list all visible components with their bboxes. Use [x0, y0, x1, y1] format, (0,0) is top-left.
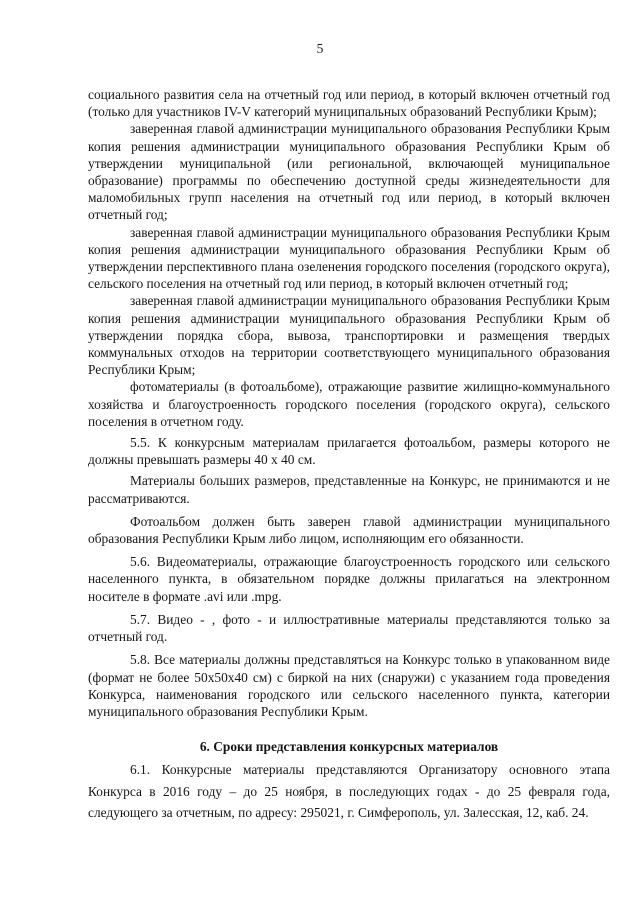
paragraph-large-materials: Материалы больших размеров, представленные на Конкурс, не принимаются и не рассматриваются. — [88, 473, 610, 506]
paragraph-accessible-environment: заверенная главой администрации муниципального образования Республики Крым копия решения администрации муниципального образования Республики Крым об утверждении муниципальной (или региональной, включающей муниципальное образование) программы по обеспечению доступной среды жизнедеятельности для маломобильных групп населения на отчетный год или период, в который включен отчетный год; — [88, 121, 610, 223]
paragraph-continuation: социального развития села на отчетный год или период, в который включен отчетный год (только для участников IV-V категорий муниципальных образований Республики Крым); — [88, 87, 610, 120]
paragraph-6-1: 6.1. Конкурсные материалы представляются Организатору основного этапа Конкурса в 2016 году – до 25 ноября, в последующих годах - до 25 февраля года, следующего за отчетным, по адресу: 295021, г. Симферополь, ул. Залесская, 12, каб. 24. — [88, 762, 610, 821]
page-number: 5 — [316, 41, 324, 56]
paragraph-5-5: 5.5. К конкурсным материалам прилагается фотоальбом, размеры которого не должны превышать размеры 40 х 40 см. — [88, 435, 610, 468]
section-heading: 6. Сроки представления конкурсных материалов — [199, 739, 499, 755]
paragraph-5-7: 5.7. Видео - , фото - и иллюстративные материалы представляются только за отчетный год. — [88, 611, 610, 645]
paragraph-photo-album: Фотоальбом должен быть заверен главой администрации муниципального образования Республики Крым либо лицом, исполняющим его обязанности. — [88, 513, 610, 547]
paragraph-5-6: 5.6. Видеоматериалы, отражающие благоустроенность городского или сельского населенного пункта, в обязательном порядке должны прилагаться на электронном носителе в формате .avi или .mpg. — [88, 554, 610, 604]
paragraph-photo-materials: фотоматериалы (в фотоальбоме), отражающие развитие жилищно-коммунального хозяйства и благоустроенность городского поселения (городского округа), сельского поселения в отчетном году. — [88, 379, 610, 429]
paragraph-greening-plan: заверенная главой администрации муниципального образования Республики Крым копия решения администрации муниципального образования Республики Крым об утверждении перспективного плана озеленения городского поселения (городского округа), сельского поселения на отчетный год или период, в который включен отчетный год; — [88, 224, 610, 292]
paragraph-5-8: 5.8. Все материалы должны представляться на Конкурс только в упакованном виде (формат не более 50х50х40 см) с биркой на них (снаружи) с указанием года проведения Конкурса, наименования городского или сельского населенного пункта, категории муниципального образования Республики Крым. — [88, 652, 610, 719]
document-body — [88, 86, 610, 824]
paragraph-waste-collection: заверенная главой администрации муниципального образования Республики Крым копия решения администрации муниципального образования Республики Крым об утверждении порядка сбора, вывоза, транспортировки и размещения твердых коммунальных отходов на территории соответствующего муниципального образования Республики Крым; — [88, 293, 610, 378]
